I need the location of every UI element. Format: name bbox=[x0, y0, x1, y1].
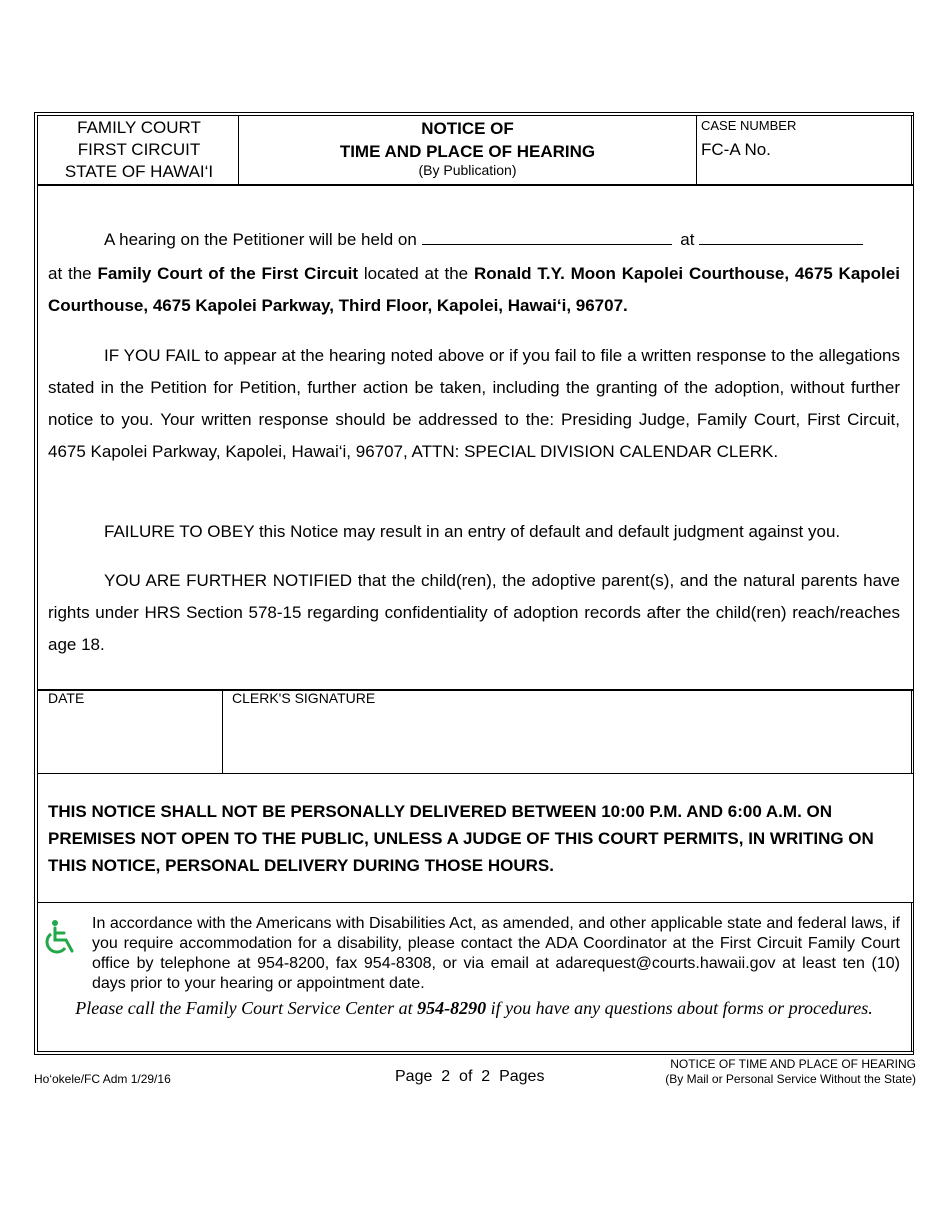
court-name bbox=[40, 117, 238, 183]
clerk-signature-field[interactable] bbox=[226, 708, 908, 770]
failure-to-appear-paragraph: IF YOU FAIL to appear at the hearing noted above or if you fail to file a written response to the allegations stated in the Petition for Petition, further action be taken, including the granting of the adoption, without further notice to you. Your written response should be addressed to the: Presiding Judge, Family Court, First Circuit, 4675 Kapolei Parkway, Kapolei, Hawai‘i, 96707, ATTN: SPECIAL DIVISION CALENDAR CLERK. bbox=[48, 346, 900, 461]
courthouse-address: Ronald T.Y. Moon Kapolei Courthouse, 4675 Kapolei Courthouse, 4675 Kapolei Parkway, Third Floor, Kapolei, Hawai‘i, 96707. bbox=[48, 264, 900, 315]
court-line: FAMILY COURT bbox=[77, 118, 201, 137]
header-bottom-rule bbox=[37, 184, 914, 186]
service-center-phone: 954-8290 bbox=[417, 998, 487, 1018]
page-number: Page 2 of 2 Pages bbox=[395, 1068, 545, 1085]
date-label: DATE bbox=[48, 690, 85, 706]
case-number-label: CASE NUMBER bbox=[701, 118, 797, 133]
case-number-field[interactable]: FC-A No. bbox=[701, 140, 771, 159]
document-subtitle: (By Publication) bbox=[418, 162, 517, 178]
ada-right-rule bbox=[911, 902, 912, 1052]
service-center-prefix: Please call the Family Court Service Center at bbox=[75, 998, 413, 1018]
hearing-location bbox=[48, 258, 900, 322]
failure-to-obey-paragraph: FAILURE TO OBEY this Notice may result in an entry of default and default judgment against you. bbox=[104, 522, 841, 541]
court-line: FIRST CIRCUIT bbox=[77, 140, 201, 159]
form-title-footer bbox=[600, 1057, 916, 1087]
header-divider bbox=[238, 115, 239, 185]
document-title bbox=[240, 117, 695, 163]
located-at-text: located at the bbox=[363, 264, 469, 283]
form-id: Ho‘okele/FC Adm 1/29/16 bbox=[34, 1072, 171, 1086]
notice-bottom-rule bbox=[37, 902, 914, 903]
signature-divider bbox=[222, 690, 223, 774]
signature-right-rule bbox=[911, 690, 912, 774]
header-divider bbox=[911, 115, 912, 185]
header-divider bbox=[696, 115, 697, 185]
ada-notice: In accordance with the Americans with Disabilities Act, as amended, and other applicable state and federal laws, if you require accommodation for a disability, please contact the ADA Coordinator at the First Circuit Family Court office by telephone at 954-8200, fax 954-8308, or via email at adarequest@courts.hawaii.gov at least ten (10) days prior to your hearing or appointment date. bbox=[92, 915, 900, 992]
further-notified-paragraph: YOU ARE FURTHER NOTIFIED that the child(ren), the adoptive parent(s), and the natural parents have rights under HRS Section 578-15 regarding confidentiality of adoption records after the child(ren) reach/reaches age 18. bbox=[48, 571, 900, 654]
title-line: TIME AND PLACE OF HEARING bbox=[339, 142, 596, 161]
hearing-time-blank[interactable] bbox=[699, 226, 863, 245]
delivery-warning: THIS NOTICE SHALL NOT BE PERSONALLY DELIVERED BETWEEN 10:00 P.M. AND 6:00 A.M. ON PREMISES NOT OPEN TO THE PUBLIC, UNLESS A JUDGE OF THIS COURT PERMITS, IN WRITING ON THIS NOTICE, PERSONAL DELIVERY DURING THOSE HOURS. bbox=[48, 802, 874, 875]
wheelchair-icon bbox=[42, 918, 82, 958]
date-field[interactable] bbox=[40, 708, 220, 770]
hearing-paragraph bbox=[48, 224, 900, 256]
hearing-prefix: A hearing on the Petitioner will be held on bbox=[104, 230, 417, 249]
court-name-bold: Family Court of the First Circuit bbox=[97, 264, 359, 283]
hearing-date-blank[interactable] bbox=[422, 226, 672, 245]
service-center-suffix: if you have any questions about forms or procedures. bbox=[490, 998, 873, 1018]
service-center-note bbox=[48, 998, 900, 1019]
clerk-signature-label: CLERK'S SIGNATURE bbox=[232, 690, 376, 706]
court-line: STATE OF HAWAI‘I bbox=[64, 162, 214, 181]
title-line: NOTICE OF bbox=[421, 119, 514, 138]
signature-bottom-rule bbox=[37, 773, 914, 774]
signature-top-rule bbox=[37, 689, 914, 691]
form-title-line: (By Mail or Personal Service Without the State) bbox=[665, 1072, 916, 1086]
form-title-line: NOTICE OF TIME AND PLACE OF HEARING bbox=[670, 1057, 916, 1071]
hearing-at: at bbox=[680, 230, 695, 249]
at-the-text: at the bbox=[48, 264, 92, 283]
